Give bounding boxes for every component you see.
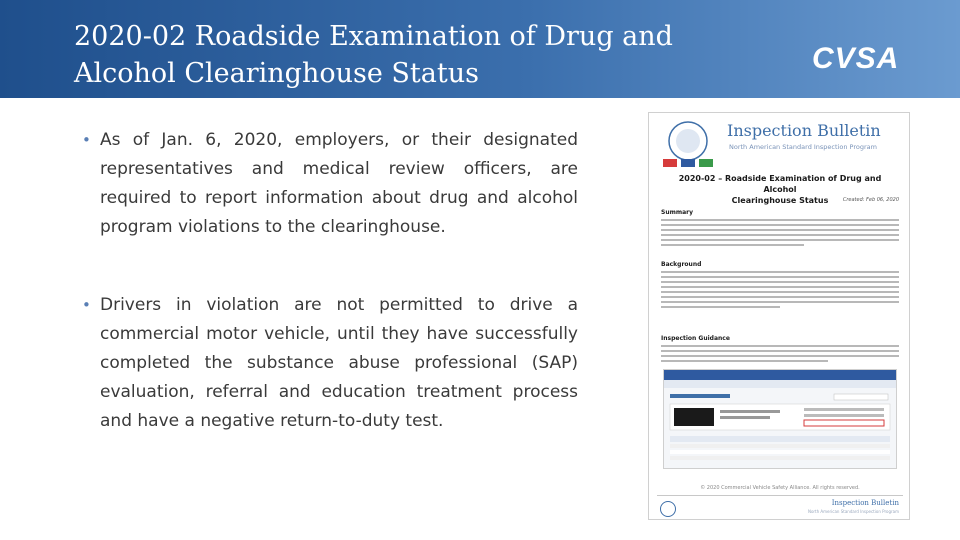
bullet-text: As of Jan. 6, 2020, employers, or their designated representatives and medical review officers, are required to report information about drug and alcohol program violations to the clearinghouse. <box>100 130 578 237</box>
bulletin-copyright: © 2020 Commercial Vehicle Safety Alliance. All rights reserved. <box>700 485 860 491</box>
cvsa-seal-small-icon <box>657 500 679 518</box>
bulletin-header-subtitle: North American Standard Inspection Program <box>729 143 877 151</box>
slide-title <box>74 18 774 92</box>
inspection-bulletin-image <box>648 112 910 520</box>
bulletin-document-title-line-2: Clearinghouse Status <box>731 196 829 205</box>
bulletin-guidance-text <box>661 345 899 365</box>
bulletin-section-heading: Inspection Guidance <box>661 335 730 342</box>
bulletin-document-title-line-1: 2020-02 – Roadside Examination of Drug and Alcohol <box>678 174 882 194</box>
bullet-item <box>80 126 578 242</box>
bulletin-footer-title: Inspection Bulletin <box>831 499 899 507</box>
clearinghouse-screenshot-graphic <box>664 370 896 468</box>
slide-title-line-2: Alcohol Clearinghouse Status <box>74 58 479 89</box>
bulletin-background-text <box>661 271 899 311</box>
bulletin-created-date: Created: Feb 06, 2020 <box>842 197 899 203</box>
bullet-list <box>80 126 578 436</box>
bullet-text: Drivers in violation are not permitted to drive a commercial motor vehicle, until they have successfully completed the substance abuse professional (SAP) evaluation, referral and education treatment process and have a negative return-to-duty test. <box>100 295 578 431</box>
bulletin-section-heading: Summary <box>661 209 694 216</box>
clearinghouse-screenshot <box>663 369 897 469</box>
bulletin-section-heading: Background <box>661 261 702 268</box>
bulletin-footer-subtitle: North American Standard Inspection Program <box>807 509 899 514</box>
cvsa-logo-text: CVSA <box>812 42 900 75</box>
bullet-item <box>80 291 578 436</box>
bullet-dot-icon: • <box>82 296 91 314</box>
cvsa-logo <box>808 38 932 76</box>
bulletin-footer-divider <box>657 495 903 496</box>
title-banner <box>0 0 960 98</box>
bullet-dot-icon: • <box>82 131 91 149</box>
bulletin-summary-text <box>661 219 899 249</box>
slide-title-line-1: 2020-02 Roadside Examination of Drug and <box>74 21 673 52</box>
cvsa-seal-icon <box>657 119 719 171</box>
bulletin-header-title: Inspection Bulletin <box>727 121 881 140</box>
